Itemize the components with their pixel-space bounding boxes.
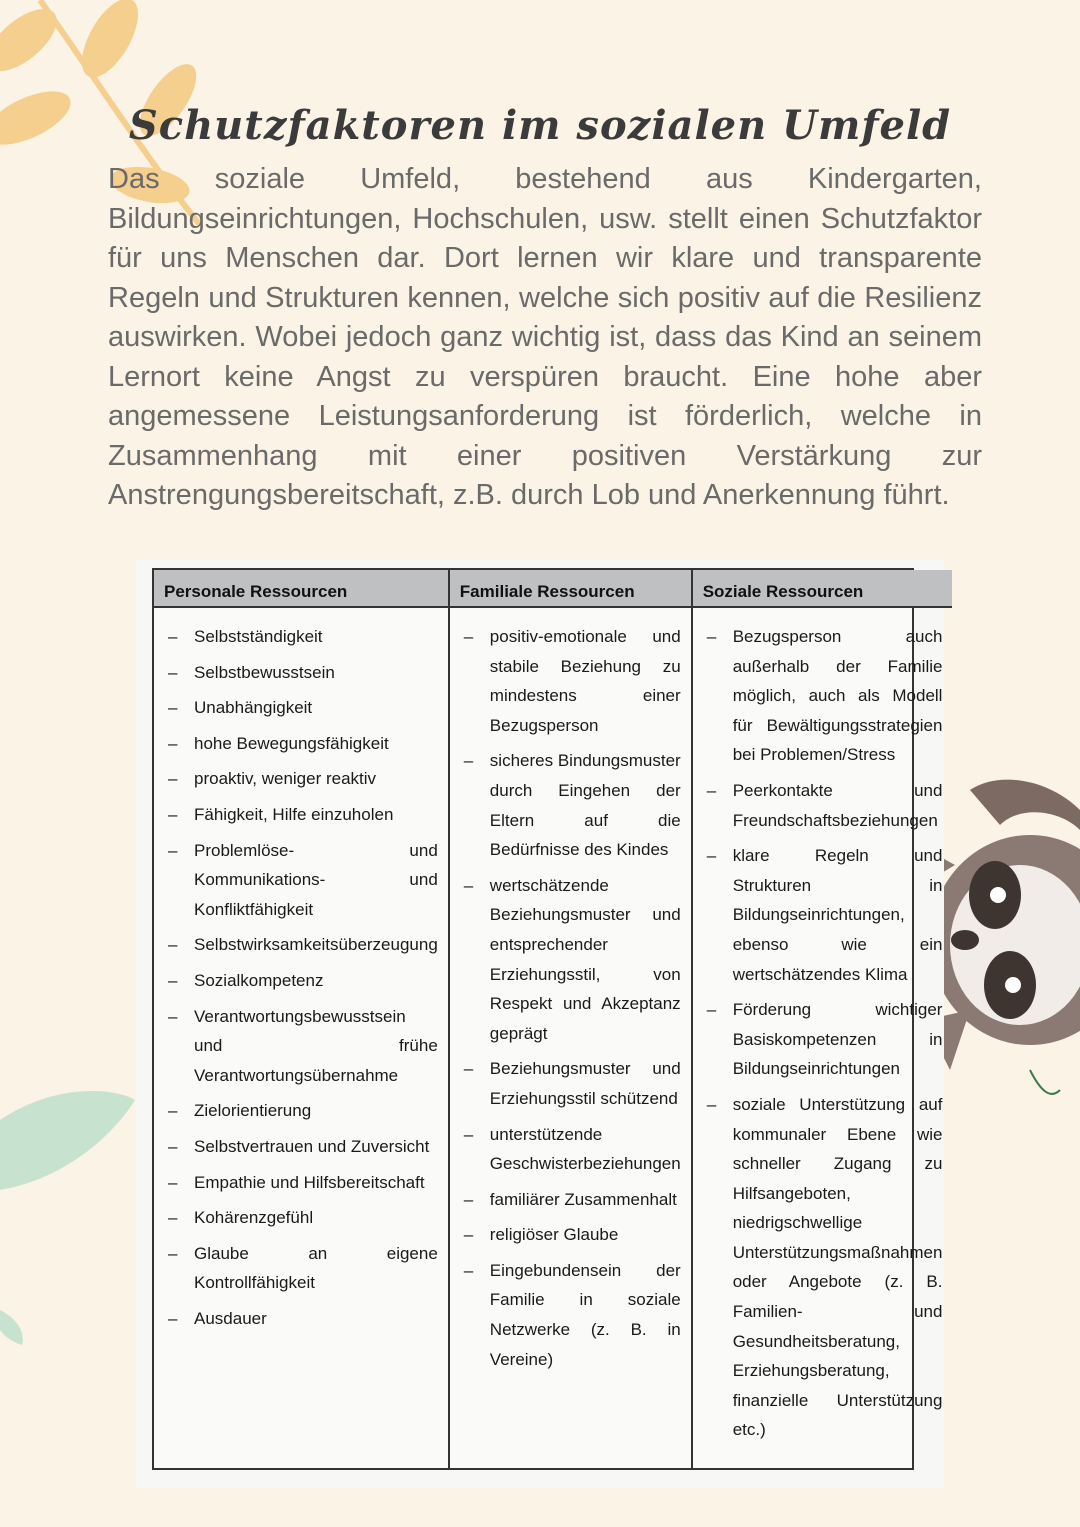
list-item: – Empathie und Hilfsbereitschaft <box>164 1168 438 1198</box>
resources-table <box>152 568 943 1470</box>
list-item: – positiv-emotionale und stabile Beziehung zu mindestens einer Bezugsperson <box>460 622 681 740</box>
item-list <box>693 608 953 1451</box>
list-item: – Zielorientierung <box>164 1096 438 1126</box>
column-header: Familiale Ressourcen <box>450 570 691 608</box>
list-item: – soziale Unterstützung auf kommunaler Ebene wie schneller Zugang zu Hilfsangeboten, niedrigschwellige Unterstützungsmaßnahmen oder Angebote (z. B. Familien- und Gesundheitsberatung, Erziehungsberatung, finanzielle Unterstützung etc.) <box>703 1090 943 1445</box>
list-item: – Selbstwirksamkeitsüberzeugung <box>164 930 438 960</box>
list-item: – Bezugsperson auch außerhalb der Familie möglich, auch als Modell für Bewältigungsstrategien bei Problemen/Stress <box>703 622 943 770</box>
list-item: – Förderung wichtiger Basiskompetenzen in Bildungseinrichtungen <box>703 995 943 1084</box>
list-item: – Sozialkompetenz <box>164 966 438 996</box>
list-item: – Verantwortungsbewusstsein und frühe Verantwortungsübernahme <box>164 1002 438 1091</box>
list-item: – Ausdauer <box>164 1304 438 1334</box>
column-header: Personale Ressourcen <box>154 570 448 608</box>
list-item: – Glaube an eigene Kontrollfähigkeit <box>164 1239 438 1298</box>
list-item: – familiärer Zusammenhalt <box>460 1185 681 1215</box>
list-item: – Eingebundensein der Familie in soziale Netzwerke (z. B. in Vereine) <box>460 1256 681 1374</box>
resources-sheet <box>136 560 944 1488</box>
page-title: Schutzfaktoren im sozialen Umfeld <box>128 102 952 149</box>
list-item: – Problemlöse- und Kommunikations- und Konfliktfähigkeit <box>164 836 438 925</box>
list-item: – Selbstvertrauen und Zuversicht <box>164 1132 438 1162</box>
list-item: – Selbstbewusstsein <box>164 658 438 688</box>
list-item: – unterstützende Geschwisterbeziehungen <box>460 1120 681 1179</box>
column-family <box>450 570 693 1468</box>
list-item: – klare Regeln und Strukturen in Bildungseinrichtungen, ebenso wie ein wertschätzendes Klima <box>703 841 943 989</box>
item-list <box>450 608 691 1380</box>
leaf-green-icon <box>0 1060 140 1360</box>
list-item: – religiöser Glaube <box>460 1220 681 1250</box>
list-item: – hohe Bewegungsfähigkeit <box>164 729 438 759</box>
list-item: – Selbstständigkeit <box>164 622 438 652</box>
list-item: – proaktiv, weniger reaktiv <box>164 764 438 794</box>
intro-paragraph: Das soziale Umfeld, bestehend aus Kindergarten, Bildungseinrichtungen, Hochschulen, usw. stellt einen Schutzfaktor für uns Menschen dar. Dort lernen wir klare und transparente Regeln und Strukturen kennen, welche sich positiv auf die Resilienz auswirken. Wobei jedoch ganz wichtig ist, dass das Kind an seinem Lernort keine Angst zu verspüren braucht. Eine hohe aber angemessene Leistungsanforderung ist förderlich, welche in Zusammenhang mit einer positiven Verstärkung zur Anstrengungsbereitschaft, z.B. durch Lob und Anerkennung führt. <box>108 163 982 511</box>
column-header: Soziale Ressourcen <box>693 570 953 608</box>
list-item: – Unabhängigkeit <box>164 693 438 723</box>
column-social <box>693 570 953 1468</box>
list-item: – sicheres Bindungsmuster durch Eingehen der Eltern auf die Bedürfnisse des Kindes <box>460 746 681 864</box>
item-list <box>154 608 448 1339</box>
list-item: – Beziehungsmuster und Erziehungsstil schützend <box>460 1054 681 1113</box>
list-item: – Peerkontakte und Freundschaftsbeziehungen <box>703 776 943 835</box>
column-personal <box>154 570 450 1468</box>
list-item: – Fähigkeit, Hilfe einzuholen <box>164 800 438 830</box>
list-item: – wertschätzende Beziehungsmuster und entsprechender Erziehungsstil, von Respekt und Akzeptanz geprägt <box>460 871 681 1049</box>
list-item: – Kohärenzgefühl <box>164 1203 438 1233</box>
